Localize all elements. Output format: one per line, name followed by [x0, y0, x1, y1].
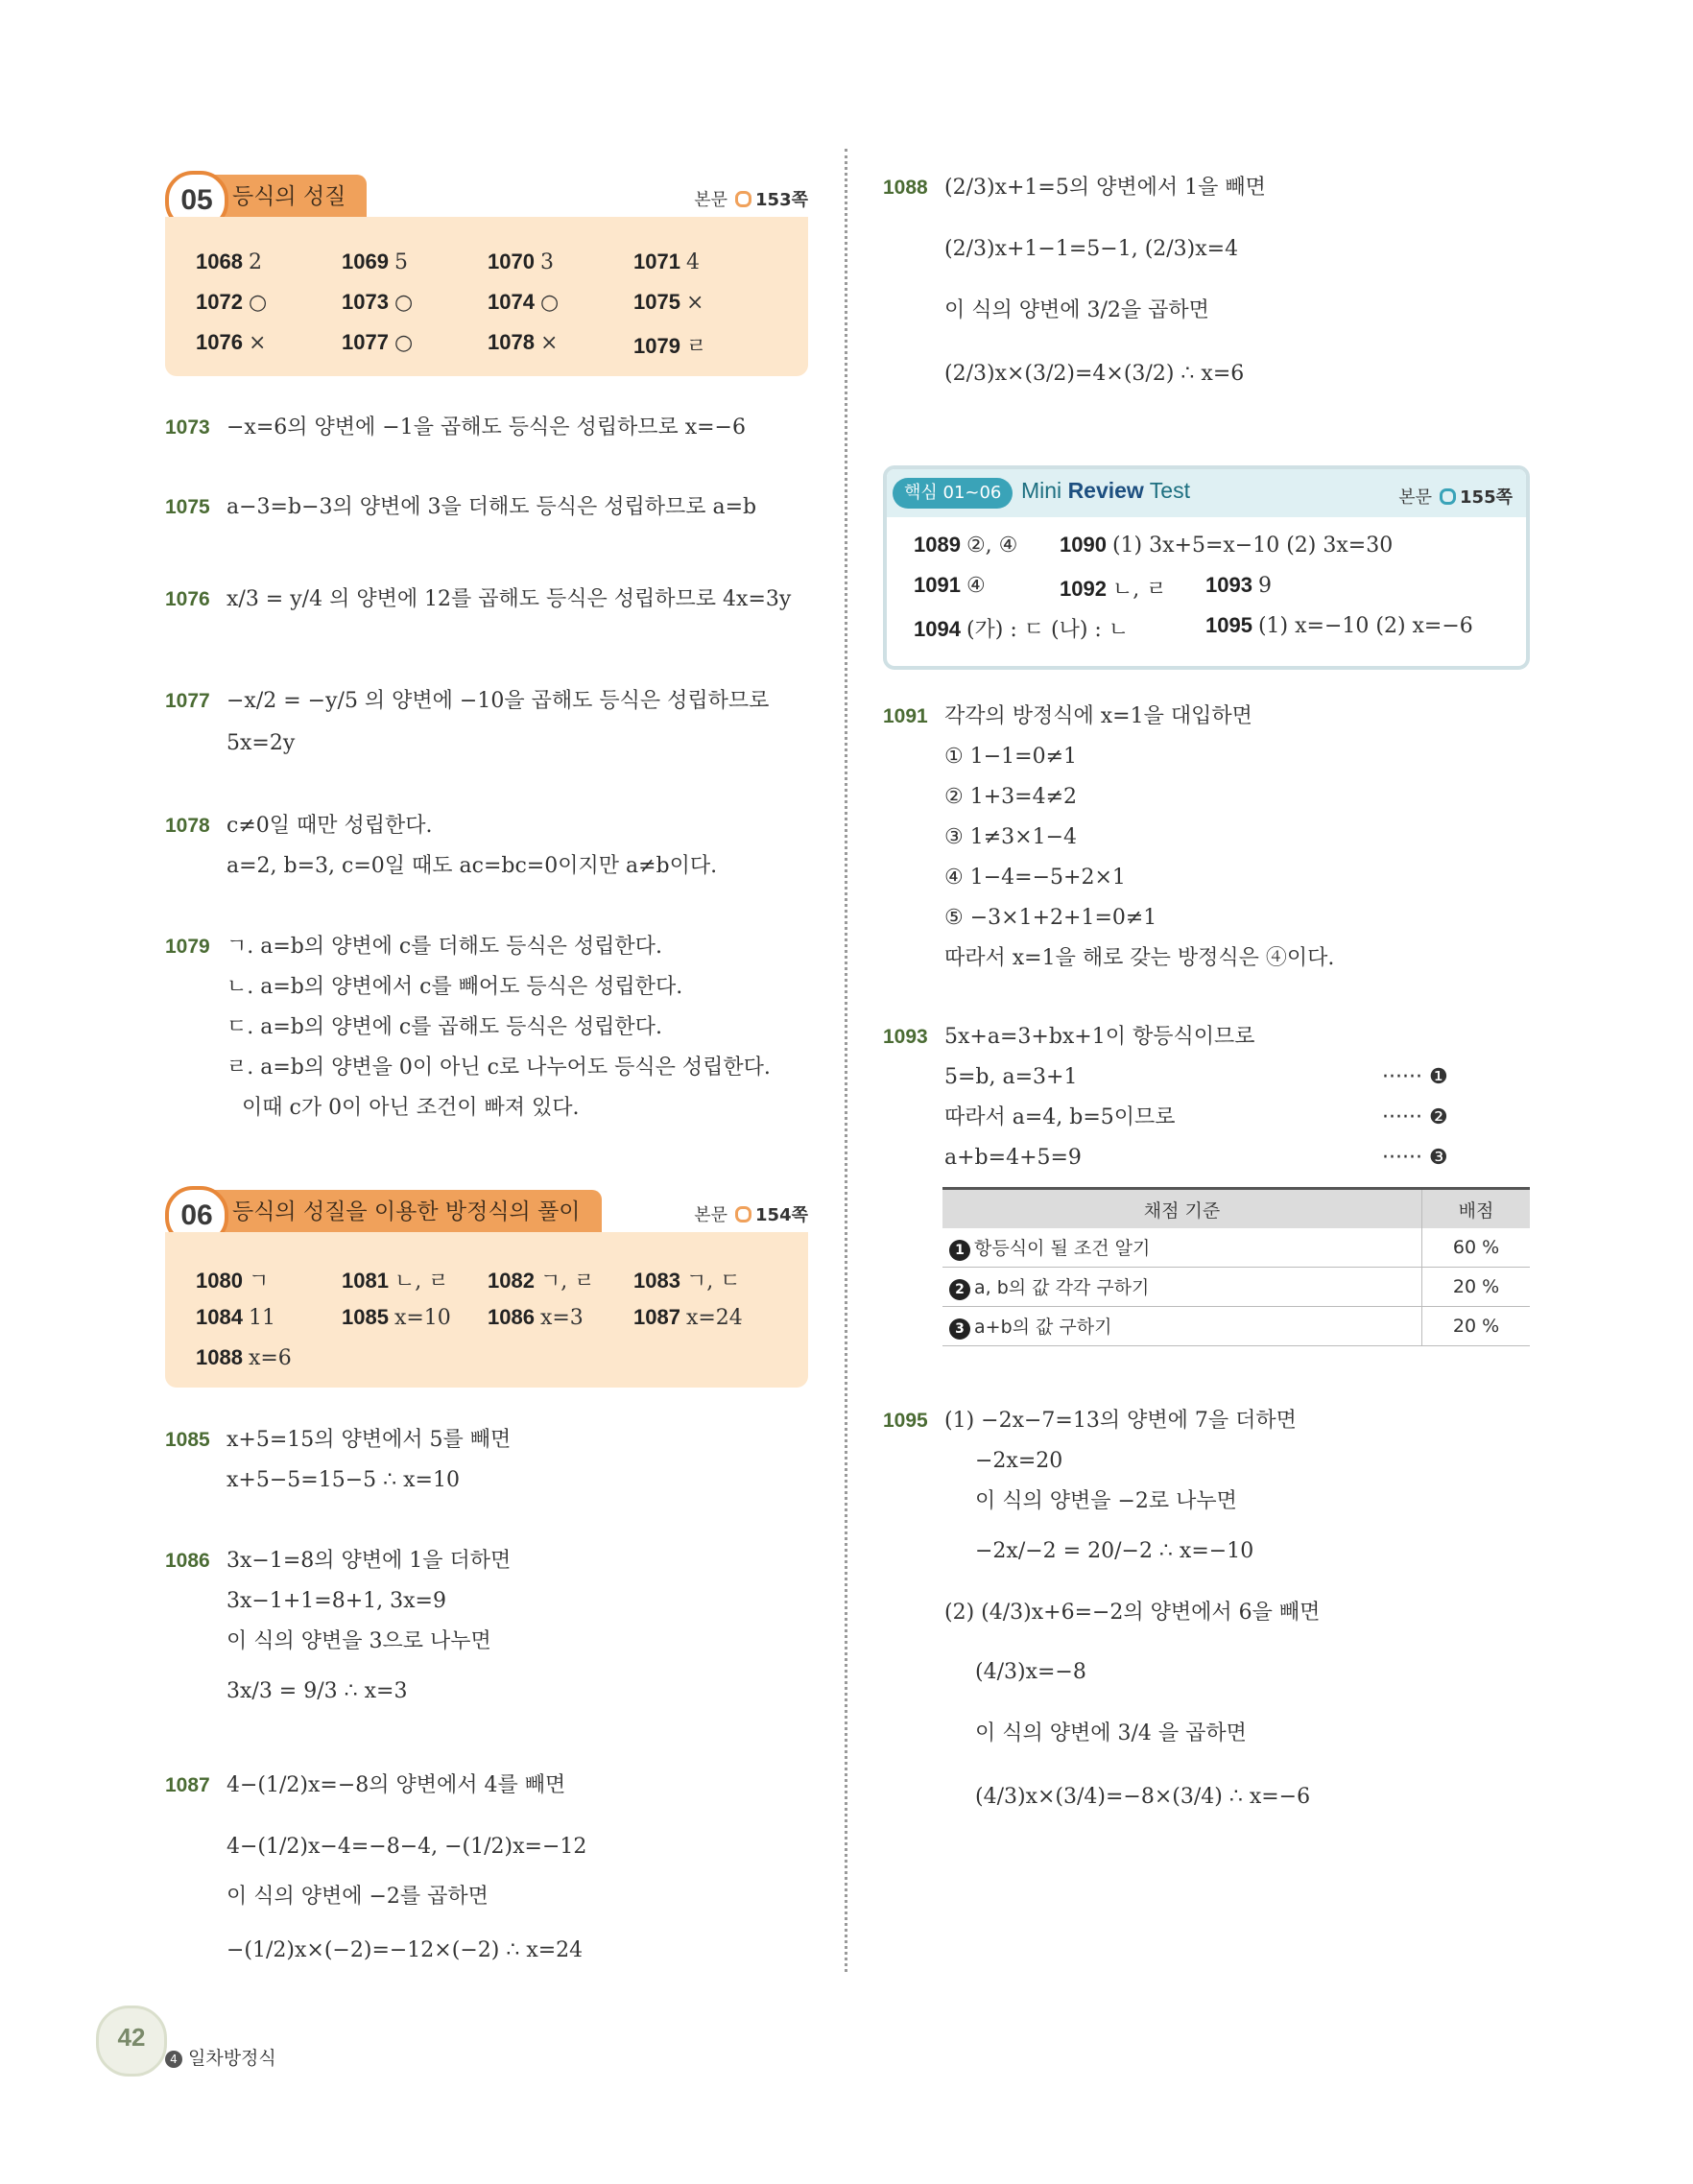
mr-answer-1093: 1093 9: [1205, 573, 1272, 598]
arrow-circle-icon: [735, 1206, 751, 1223]
mr-answer-1089: 1089 ②, ④: [914, 533, 1018, 558]
scoring-criteria-header: 채점 기준: [942, 1189, 1422, 1229]
section-06-title: 등식의 성질을 이용한 방정식의 풀이: [200, 1190, 602, 1234]
problem-number: 1093: [883, 1026, 928, 1048]
answer-1086: 1086 x=3: [488, 1305, 584, 1330]
solution-line: x/3 = y/4 의 양변에 12를 곱해도 등식은 성립하므로 4x=3y: [227, 587, 792, 611]
chapter-title: 일차방정식: [188, 2048, 276, 2069]
step-2-marker: 2: [949, 1279, 970, 1300]
section-05-number: 05: [165, 171, 228, 230]
answer-1088: 1088 x=6: [196, 1345, 292, 1370]
solution-line: 이 식의 양변에 3/4 을 곱하면: [975, 1721, 1247, 1745]
answer-1071: 1071 4: [633, 249, 700, 274]
answer-1070: 1070 3: [488, 249, 554, 274]
solution-line: ② 1+3=4≠2: [944, 785, 1078, 809]
chapter-label: [165, 2044, 276, 2070]
solution-line: (4/3)x×(3/4)=−8×(3/4) ∴ x=−6: [975, 1785, 1311, 1809]
problem-number: 1073: [165, 416, 210, 439]
answer-1080: 1080 ㄱ: [196, 1269, 270, 1294]
scoring-table-header: [942, 1189, 1530, 1229]
solution-line: x+5−5=15−5 ∴ x=10: [227, 1468, 460, 1492]
solution-line: 이 식의 양변을 3으로 나누면: [227, 1629, 491, 1653]
solution-line: 각각의 방정식에 x=1을 대입하면: [944, 704, 1252, 728]
section-06-answer-box: [165, 1232, 808, 1388]
points-value: 20 %: [1422, 1307, 1531, 1346]
answer-1087: 1087 x=24: [633, 1305, 743, 1330]
section-06-page-ref: 본문 154쪽: [694, 1205, 808, 1225]
solution-line: a−3=b−3의 양변에 3을 더해도 등식은 성립하므로 a=b: [227, 495, 757, 519]
scoring-table: [942, 1187, 1530, 1346]
solution-line: ⑤ −3×1+2+1=0≠1: [944, 906, 1157, 930]
solution-line: ㄱ. a=b의 양변에 c를 더해도 등식은 성립한다.: [227, 935, 662, 959]
arrow-circle-icon: [1440, 488, 1456, 505]
solution-line: 3x/3 = 9/3 ∴ x=3: [227, 1679, 408, 1703]
section-06-number: 06: [165, 1186, 228, 1246]
answer-1077: 1077 ○: [342, 330, 414, 355]
mini-review-title: Mini Review Test: [1021, 478, 1190, 503]
answer-1074: 1074 ○: [488, 290, 560, 315]
answer-1069: 1069 5: [342, 249, 408, 274]
criteria-text: 항등식이 될 조건 알기: [974, 1238, 1151, 1259]
solution-line: a+b=4+5=9: [944, 1146, 1082, 1170]
solution-line: ① 1−1=0≠1: [944, 745, 1078, 769]
answer-1083: 1083 ㄱ, ㄷ: [633, 1269, 741, 1294]
answer-1072: 1072 ○: [196, 290, 268, 315]
section-05-page-ref: 본문 153쪽: [694, 190, 808, 210]
points-value: 20 %: [1422, 1268, 1531, 1307]
section-05-answer-box: [165, 217, 808, 376]
solution-line: (2/3)x+1−1=5−1, (2/3)x=4: [944, 237, 1239, 261]
solution-line: c≠0일 때만 성립한다.: [227, 814, 433, 838]
solution-line: 5x+a=3+bx+1이 항등식이므로: [944, 1025, 1255, 1049]
solution-line: 4−(1/2)x−4=−8−4, −(1/2)x=−12: [227, 1835, 587, 1859]
solution-line: 이 식의 양변을 −2로 나누면: [975, 1489, 1237, 1513]
step-marker: ······ ❶: [1382, 1065, 1448, 1089]
problem-number: 1086: [165, 1550, 210, 1572]
solution-line: ㄴ. a=b의 양변에서 c를 빼어도 등식은 성립한다.: [227, 975, 683, 999]
solution-line: −2x/−2 = 20/−2 ∴ x=−10: [975, 1539, 1254, 1563]
mini-review-box: [883, 465, 1530, 670]
problem-number: 1091: [883, 705, 928, 727]
table-row: [942, 1268, 1530, 1307]
solution-line: 4−(1/2)x=−8의 양변에서 4를 빼면: [227, 1773, 566, 1797]
solution-line: (1) −2x−7=13의 양변에 7을 더하면: [944, 1409, 1297, 1433]
arrow-circle-icon: [735, 191, 751, 207]
solution-line: 따라서 a=4, b=5이므로: [944, 1105, 1176, 1129]
solution-line: ④ 1−4=−5+2×1: [944, 866, 1126, 890]
solution-line: x+5=15의 양변에서 5를 빼면: [227, 1428, 512, 1452]
answer-1081: 1081 ㄴ, ㄹ: [342, 1269, 449, 1294]
scoring-points-header: 배점: [1422, 1189, 1531, 1229]
solution-line: (4/3)x=−8: [975, 1660, 1086, 1684]
answer-1073: 1073 ○: [342, 290, 414, 315]
mini-review-tag: 핵심 01~06: [893, 478, 1013, 509]
chapter-number-badge: 4: [165, 2051, 182, 2068]
solution-line: 5=b, a=3+1: [944, 1065, 1078, 1089]
answer-1085: 1085 x=10: [342, 1305, 451, 1330]
solution-line: 따라서 x=1을 해로 갖는 방정식은 ④이다.: [944, 946, 1335, 970]
answer-1078: 1078 ×: [488, 330, 559, 355]
solution-line: (2/3)x×(3/2)=4×(3/2) ∴ x=6: [944, 362, 1245, 386]
solution-line: 이때 c가 0이 아닌 조건이 빠져 있다.: [242, 1096, 580, 1120]
solution-line: ㄷ. a=b의 양변에 c를 곱해도 등식은 성립한다.: [227, 1015, 662, 1039]
mini-review-header: [887, 469, 1526, 517]
step-1-marker: 1: [949, 1240, 970, 1261]
solution-line: ㄹ. a=b의 양변을 0이 아닌 c로 나누어도 등식은 성립한다.: [227, 1056, 771, 1080]
mini-review-page-ref: 본문 155쪽: [1398, 487, 1513, 508]
answer-1076: 1076 ×: [196, 330, 267, 355]
mr-answer-1095: 1095 (1) x=−10 (2) x=−6: [1205, 613, 1473, 638]
solution-line: 이 식의 양변에 −2를 곱하면: [227, 1885, 489, 1909]
column-divider: [845, 149, 847, 1972]
problem-number: 1087: [165, 1774, 210, 1796]
answer-1079: 1079 ㄹ: [633, 334, 707, 359]
criteria-text: a+b의 값 구하기: [974, 1317, 1112, 1338]
mr-answer-1090: 1090 (1) 3x+5=x−10 (2) 3x=30: [1060, 533, 1394, 558]
points-value: 60 %: [1422, 1228, 1531, 1268]
solution-line: a=2, b=3, c=0일 때도 ac=bc=0이지만 a≠b이다.: [227, 854, 718, 878]
problem-number: 1085: [165, 1429, 210, 1451]
step-marker: ······ ❷: [1382, 1105, 1448, 1129]
answer-1084: 1084 11: [196, 1305, 275, 1330]
solution-line: −(1/2)x×(−2)=−12×(−2) ∴ x=24: [227, 1938, 584, 1962]
solution-line: −x=6의 양변에 −1을 곱해도 등식은 성립하므로 x=−6: [227, 415, 746, 439]
mr-answer-1094: 1094 (가) : ㄷ (나) : ㄴ: [914, 617, 1130, 642]
page-number: 42: [96, 2006, 167, 2077]
problem-number: 1075: [165, 496, 210, 518]
solution-line: 이 식의 양변에 3/2을 곱하면: [944, 298, 1209, 322]
problem-number: 1078: [165, 815, 210, 837]
solution-line: ③ 1≠3×1−4: [944, 825, 1078, 849]
answer-1082: 1082 ㄱ, ㄹ: [488, 1269, 595, 1294]
solution-line: −x/2 = −y/5 의 양변에 −10을 곱해도 등식은 성립하므로: [227, 689, 770, 713]
section-05-title: 등식의 성질: [200, 175, 367, 219]
step-marker: ······ ❸: [1382, 1146, 1448, 1170]
solution-line: (2/3)x+1=5의 양변에서 1을 빼면: [944, 176, 1266, 200]
solution-line: −2x=20: [975, 1449, 1063, 1473]
mr-answer-1091: 1091 ④: [914, 573, 986, 598]
problem-number: 1079: [165, 936, 210, 958]
answer-1068: 1068 2: [196, 249, 262, 274]
mr-answer-1092: 1092 ㄴ, ㄹ: [1060, 577, 1167, 602]
table-row: [942, 1307, 1530, 1346]
step-3-marker: 3: [949, 1318, 970, 1340]
problem-number: 1077: [165, 690, 210, 712]
solution-line: 3x−1=8의 양변에 1을 더하면: [227, 1549, 512, 1573]
table-row: [942, 1228, 1530, 1268]
problem-number: 1076: [165, 588, 210, 610]
solution-line: 3x−1+1=8+1, 3x=9: [227, 1589, 446, 1613]
problem-number: 1095: [883, 1410, 928, 1432]
problem-number: 1088: [883, 177, 928, 199]
solution-line: (2) (4/3)x+6=−2의 양변에서 6을 빼면: [944, 1601, 1321, 1625]
criteria-text: a, b의 값 각각 구하기: [974, 1277, 1150, 1298]
solution-line: 5x=2y: [227, 731, 296, 755]
answer-1075: 1075 ×: [633, 290, 704, 315]
